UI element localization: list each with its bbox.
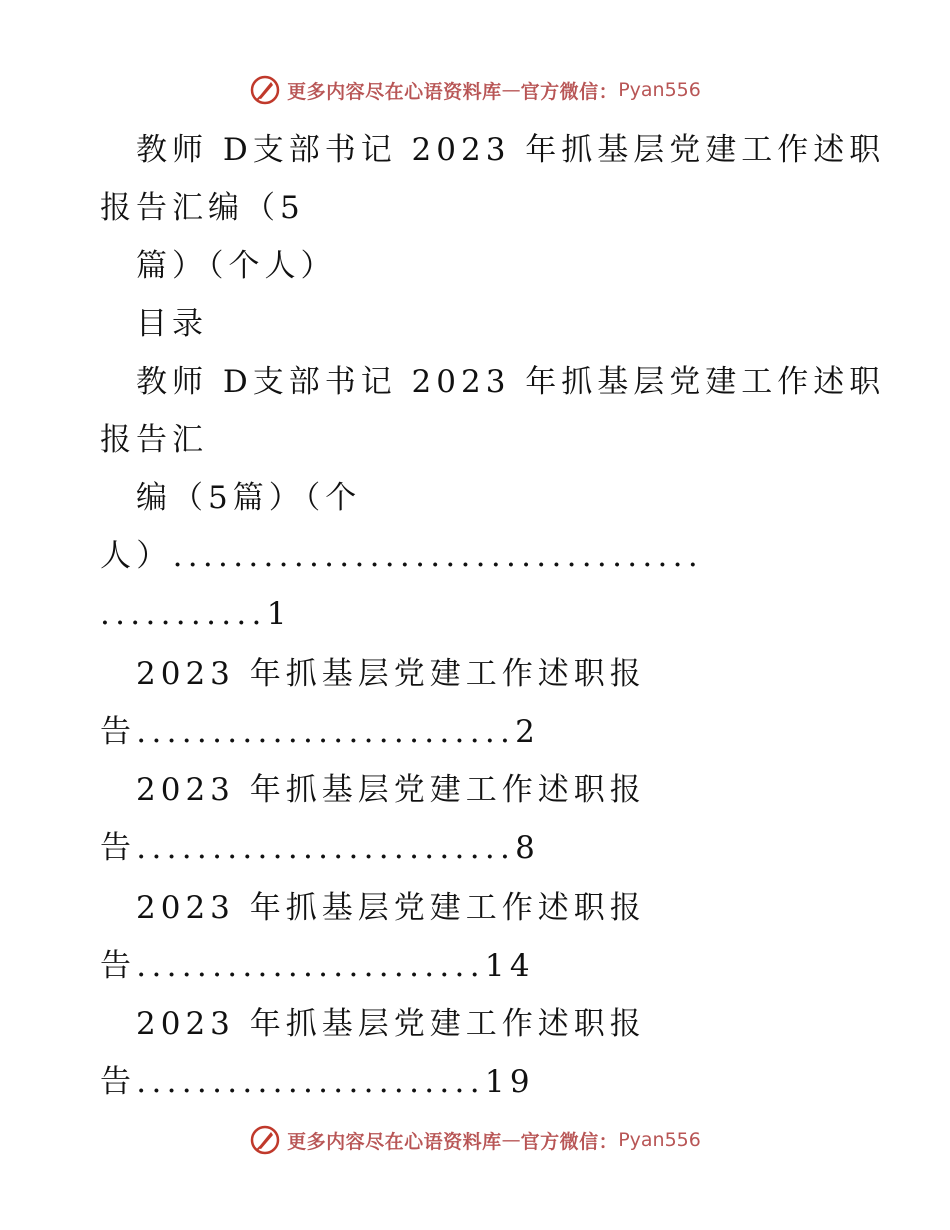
watermark-contact-label: 官方微信： [520, 80, 619, 103]
toc-entry-4-line-2: 告.......................14 [100, 948, 535, 984]
toc-entry-5-line-1: 2023 年抓基层党建工作述职报 [136, 1006, 646, 1042]
document-title-line-2: 报告汇编（5 [100, 190, 305, 226]
watermark-separator: — [501, 79, 521, 101]
watermark-contact-id: Pyan556 [618, 1129, 701, 1151]
quill-logo-icon [249, 74, 281, 106]
watermark-text: 更多内容尽在心语资料库 [287, 1130, 502, 1153]
toc-entry-1-line-3: 编（5篇）（个 [136, 480, 362, 516]
document-title-line-1: 教师 D支部书记 2023 年抓基层党建工作述职 [136, 132, 886, 168]
toc-entry-2-line-1: 2023 年抓基层党建工作述职报 [136, 656, 646, 692]
watermark-text: 更多内容尽在心语资料库 [287, 80, 502, 103]
toc-entry-4-line-1: 2023 年抓基层党建工作述职报 [136, 890, 646, 926]
toc-heading: 目录 [136, 306, 208, 342]
toc-entry-3-line-1: 2023 年抓基层党建工作述职报 [136, 772, 646, 808]
document-title-line-3: 篇）（个人） [136, 248, 337, 284]
toc-entry-2-line-2: 告.........................2 [100, 714, 541, 750]
toc-entry-1-line-1: 教师 D支部书记 2023 年抓基层党建工作述职 [136, 364, 886, 400]
header-watermark [0, 70, 950, 110]
quill-logo-icon [249, 1124, 281, 1156]
toc-entry-3-line-2: 告.........................8 [100, 830, 541, 866]
toc-entry-5-line-2: 告.......................19 [100, 1064, 535, 1100]
footer-watermark [0, 1120, 950, 1160]
watermark-separator: — [501, 1129, 521, 1151]
toc-entry-1-line-5: ...........1 [100, 596, 292, 632]
watermark-contact-label: 官方微信： [520, 1130, 619, 1153]
watermark-contact-id: Pyan556 [618, 79, 701, 101]
toc-entry-1-line-2: 报告汇 [100, 422, 208, 458]
toc-entry-1-line-4: 人）................................... [100, 538, 703, 574]
